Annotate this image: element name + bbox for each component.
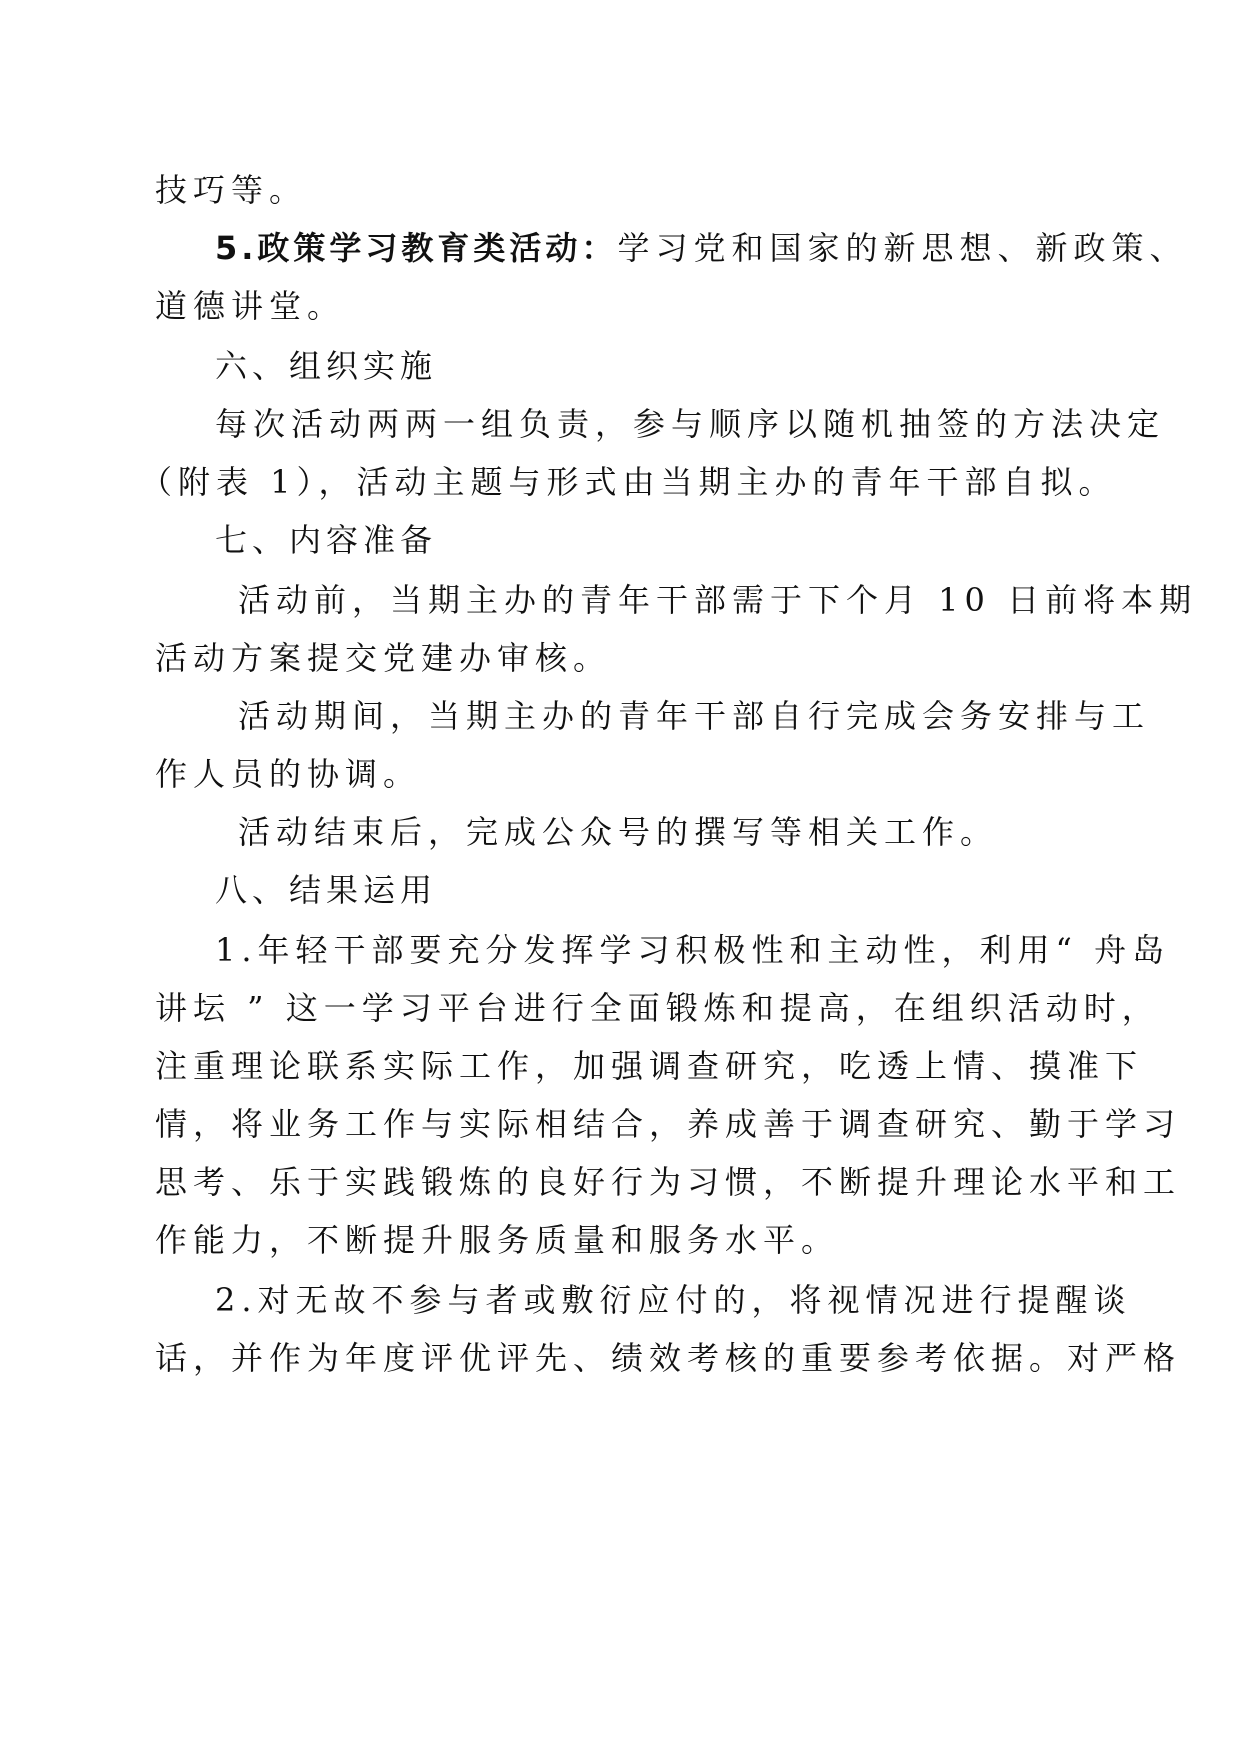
section-heading-7: 七、内容准备 — [215, 521, 438, 559]
paragraph-line: 话，并作为年度评优评先、绩效考核的重要参考依据。对严格 — [155, 1339, 1182, 1377]
paragraph-line: 1.年轻干部要充分发挥学习积极性和主动性，利用“ 舟岛 — [215, 931, 1171, 969]
item-5-line — [215, 228, 1187, 268]
paragraph-line: 活动期间，当期主办的青年干部自行完成会务安排与工 — [238, 697, 1151, 735]
paragraph-line: 技巧等。 — [155, 171, 308, 209]
paragraph-line: 思考、乐于实践锻炼的良好行为习惯，不断提升理论水平和工 — [155, 1163, 1182, 1201]
paragraph-line: 每次活动两两一组负责，参与顺序以随机抽签的方法决定 — [215, 405, 1166, 443]
paragraph-line: 讲坛 ” 这一学习平台进行全面锻炼和提高，在组织活动时， — [155, 989, 1160, 1027]
paragraph-line: 道德讲堂。 — [155, 287, 346, 325]
paragraph-line: 作人员的协调。 — [155, 755, 422, 793]
item-5-label: 5.政策学习教育类活动： — [215, 229, 618, 267]
paragraph-line: 情，将业务工作与实际相结合，养成善于调查研究、勤于学习 — [155, 1105, 1182, 1143]
section-heading-6: 六、组织实施 — [215, 347, 438, 385]
paragraph-line: 活动前，当期主办的青年干部需于下个月 10 日前将本期 — [238, 581, 1198, 619]
paragraph-line: （附表 1），活动主题与形式由当期主办的青年干部自拟。 — [140, 463, 1117, 501]
paragraph-line: 作能力，不断提升服务质量和服务水平。 — [155, 1221, 840, 1259]
paragraph-line: 活动方案提交党建办审核。 — [155, 639, 612, 677]
paragraph-line: 注重理论联系实际工作，加强调查研究，吃透上情、摸准下 — [155, 1047, 1144, 1085]
section-heading-8: 八、结果运用 — [215, 871, 438, 909]
paragraph-line: 活动结束后，完成公众号的撰写等相关工作。 — [238, 813, 999, 851]
paragraph-line: 2.对无故不参与者或敷衍应付的，将视情况进行提醒谈 — [215, 1281, 1132, 1319]
item-5-text: 学习党和国家的新思想、新政策、 — [617, 229, 1188, 267]
